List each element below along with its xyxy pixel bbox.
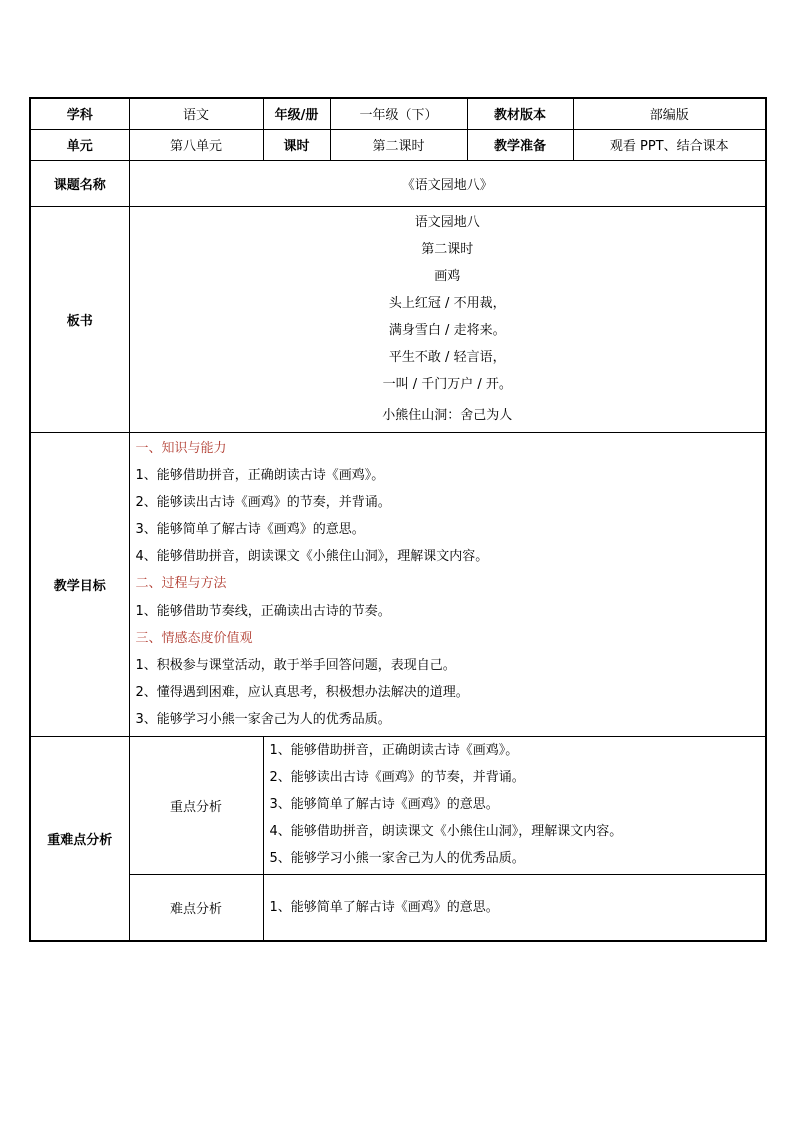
difficult-points-label: 难点分析 xyxy=(129,874,263,941)
key-point-item: 2、能够读出古诗《画鸡》的节奏，并背诵。 xyxy=(269,769,525,785)
unit-value: 第八单元 xyxy=(129,129,263,160)
key-points-row xyxy=(30,736,766,874)
goals-section-heading: 三、情感态度价值观 xyxy=(135,630,253,646)
period-label: 课时 xyxy=(263,129,330,160)
key-points-content xyxy=(263,736,766,874)
goals-item: 1、积极参与课堂活动，敢于举手回答问题，表现自己。 xyxy=(135,658,456,673)
prep-value: 观看 PPT、结合课本 xyxy=(573,129,766,160)
goals-content xyxy=(129,432,766,736)
grade-value: 一年级（下） xyxy=(330,98,467,129)
board-line: 头上红冠 / 不用裁， xyxy=(388,295,506,311)
board-line: 小熊住山洞：舍己为人 xyxy=(382,407,513,423)
board-row xyxy=(30,206,766,432)
board-line: 语文园地八 xyxy=(414,214,480,230)
goals-label: 教学目标 xyxy=(30,432,129,736)
difficult-point-item: 1、能够简单了解古诗《画鸡》的意思。 xyxy=(269,899,499,915)
board-label: 板书 xyxy=(30,206,129,432)
board-line: 满身雪白 / 走将来。 xyxy=(388,322,506,338)
topic-row xyxy=(30,160,766,206)
goals-item: 2、能够读出古诗《画鸡》的节奏，并背诵。 xyxy=(135,494,391,510)
goals-row xyxy=(30,432,766,736)
topic-label: 课题名称 xyxy=(30,160,129,206)
period-value: 第二课时 xyxy=(330,129,467,160)
key-point-item: 3、能够简单了解古诗《画鸡》的意思。 xyxy=(269,796,499,812)
difficult-points-content xyxy=(263,874,766,941)
goals-item: 1、能够借助节奏线，正确读出古诗的节奏。 xyxy=(135,603,391,619)
key-point-item: 5、能够学习小熊一家舍己为人的优秀品质。 xyxy=(269,850,525,866)
key-point-item: 1、能够借助拼音，正确朗读古诗《画鸡》。 xyxy=(269,742,519,758)
header-row-1 xyxy=(30,98,766,129)
subject-label: 学科 xyxy=(30,98,129,129)
goals-section-heading: 一、知识与能力 xyxy=(135,440,227,456)
edition-value: 部编版 xyxy=(573,98,766,129)
subject-value: 语文 xyxy=(129,98,263,129)
lesson-plan-table xyxy=(29,97,767,942)
goals-item: 3、能够学习小熊一家舍己为人的优秀品质。 xyxy=(135,712,391,728)
header-row-2 xyxy=(30,129,766,160)
board-line: 一叫 / 千门万户 / 开。 xyxy=(382,376,512,392)
grade-label: 年级/册 xyxy=(263,98,330,129)
board-line: 平生不敢 / 轻言语， xyxy=(388,349,506,365)
key-points-label: 重点分析 xyxy=(129,736,263,874)
prep-label: 教学准备 xyxy=(467,129,573,160)
goals-item: 4、能够借助拼音，朗读课文《小熊住山洞》，理解课文内容。 xyxy=(135,549,489,565)
goals-section-heading: 二、过程与方法 xyxy=(135,576,227,592)
unit-label: 单元 xyxy=(30,129,129,160)
analysis-label: 重难点分析 xyxy=(30,736,129,941)
key-point-item: 4、能够借助拼音，朗读课文《小熊住山洞》，理解课文内容。 xyxy=(269,823,623,839)
topic-title: 《语文园地八》 xyxy=(129,160,766,206)
difficult-points-row xyxy=(30,874,766,941)
board-line: 第二课时 xyxy=(421,241,474,257)
goals-item: 2、懂得遇到困难，应认真思考，积极想办法解决的道理。 xyxy=(135,685,469,701)
board-content xyxy=(129,206,766,432)
edition-label: 教材版本 xyxy=(467,98,573,129)
goals-item: 1、能够借助拼音，正确朗读古诗《画鸡》。 xyxy=(135,467,385,483)
goals-item: 3、能够简单了解古诗《画鸡》的意思。 xyxy=(135,522,365,538)
board-line: 画鸡 xyxy=(434,268,461,284)
